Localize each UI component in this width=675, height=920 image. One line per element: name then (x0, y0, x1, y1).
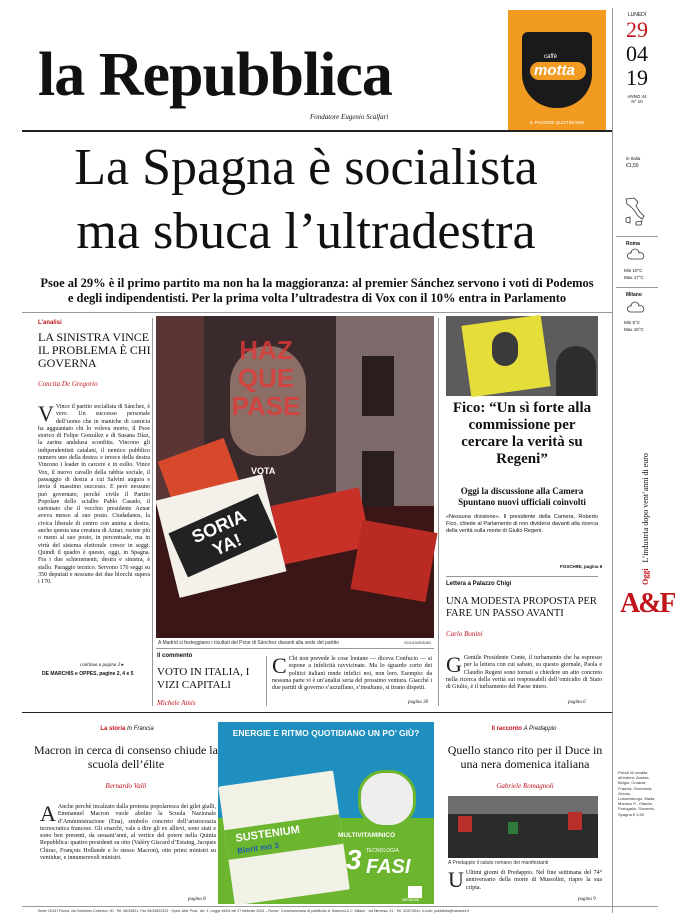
founder-line: Fondatore Eugenio Scalfari (310, 113, 389, 121)
dropcap: A (40, 801, 56, 826)
flag-red (350, 520, 437, 602)
regeni-sub: Oggi la discussione alla Camera Spuntano nuovi ufficiali coinvolti (458, 486, 586, 507)
letter-text-body: Gentile Presidente Conte, il turbamento che ha espresso per la lettera con cui sabato, su questo giornale, Paola e Claudio Regeni sono tornati a chiedere un atto concreto nella ricerca della verità sui responsabili dell’omicidio di Stato di Giulio, è il turbamento del Paese intero. (446, 655, 602, 691)
sustenium-fasi-num: 3 (346, 844, 362, 875)
predappio-text (448, 867, 602, 892)
predappio-photo[interactable] (448, 796, 598, 858)
menarini-name: MENARINI (402, 898, 420, 902)
masthead-title: la Repubblica (38, 41, 392, 109)
sustenium-tech: TECNOLOGIA (366, 848, 399, 854)
francia-title[interactable]: Macron in cerca di consenso chiude la scuola dell’élite (34, 743, 218, 771)
predappio-text-body: Ultimi giorni di Predappio. Nel fine settimana del 74° anniversario della morte di Mussolini, riapre la sua cripta. (465, 870, 602, 891)
side-prices: Prezzi di vendita all’estero: Austria, Belgio, Croazia, Francia, Germania, Grecia, Lussemburgo, Malta, Monaco P., Olanda, Portogallo, Slovenia, Spagna € 3,00 (618, 770, 656, 817)
dropcap: C (272, 653, 287, 678)
predappio-flag (508, 822, 518, 834)
predappio-kicker-a: Il racconto (491, 726, 522, 732)
dropcap: V (38, 401, 54, 426)
predappio-author: Gabriele Romagnoli (496, 782, 554, 790)
francia-text-body: Anche perché incalzato dalla protesta popolaresca dei gilet gialli, Emmanuel Macron vuole abolire la Scuola Nazionale d’Amministrazione (Ena), simbolo concreto dell’aristocrazia tecnocratica francese. Gli enarchi, vale a dire gli ex allievi, sono stati e sono ben presenti, da sessant’anni, al vertice del potere nella Quinta Repubblica: quattro presidenti su otto (Valéry Giscard d’Estaing, Jacques Chirac, François Hollande e lo stesso Macron), otto primi ministri su ventidue, e innumerevoli ministri. (40, 804, 216, 862)
predappio-kicker (444, 726, 604, 732)
regeni-person (556, 346, 596, 396)
date-anno: ANNO 44 (627, 94, 647, 99)
weather-milano-label: Milano (626, 292, 642, 298)
poster-vota: VOTA (251, 466, 276, 476)
side-vertical-title: L’industria dopo vent’anni di euro (641, 453, 650, 563)
commento-text-body: Chi non prevede le cose lontane — diceva Confucio — si espone a infelicità ravvicinate. Ma lo sguardo corto dei politici italiani rende infelici noi, non loro. Esempio: da nessuna parte vi è un’analisi seria del prossimo ventura. Giacché i due partiti di governo s’azzuffano, s’insultano, si tirano dispetti. (272, 656, 432, 692)
motta-tagline: IL PIACERE QUOTIDIANO (529, 120, 585, 125)
commento-more[interactable]: pagina 30 (408, 700, 429, 705)
weather-milano-min: Min 5°C (624, 320, 641, 325)
commento-text (272, 653, 432, 692)
poster-text: HAZ QUE PASE (231, 335, 301, 421)
left-title[interactable]: LA SINISTRA VINCE IL PROBLEMA È CHI GOVERNA (38, 330, 151, 370)
price-label: in Italia (626, 156, 641, 161)
letter-kicker: Lettera a Palazzo Chigi (446, 581, 512, 587)
predappio-title[interactable]: Quello stanco rito per il Duce in una nera domenica italiana (447, 743, 603, 771)
regeni-more[interactable]: FOSCHINI, pagina 6 (560, 564, 603, 569)
predappio-flag (568, 812, 582, 830)
photo-caption: A Madrid si festeggiano i risultati del Psoe di Sánchez davanti alla sede del partito (158, 640, 339, 646)
side-vertical-text (641, 335, 650, 585)
sustenium-ad[interactable] (218, 722, 434, 904)
headline-line2: ma sbuca l’ultradestra (76, 203, 536, 260)
date-numero: N° 10 (631, 99, 643, 104)
sustenium-multi: MULTIVITAMINICO (338, 832, 396, 839)
sustenium-tablet (358, 770, 416, 828)
regeni-face (492, 332, 518, 366)
asf-logo: A&F (620, 588, 675, 619)
francia-kicker-b: In Francia (127, 726, 154, 732)
cloud-icon (626, 250, 646, 260)
weather-roma-label: Roma (626, 241, 640, 247)
flag-soria-text: SORIA YA! (168, 494, 277, 578)
sustenium-fasi: FASI (366, 856, 411, 878)
left-text-body: Vince il partito socialista di Sánchez, è vero. Un successo personale dell’uomo che in maniche di camicia ha agguantato chi lo voleva morto, il Psoe storico di Felipe González e di Susana Díaz, la zarina andalusa sconfitta. Vincono gli indipendentisti catalani, il nemico pubblico numero uno della destra: e invece della destra Vincono i leader in carcere e in esilio. Vince Vox, il nuovo cavallo della rabbia sociale, il passaggio di destra a cui Salvini augura e invia il massimo successo. E però nessuno può governare, perché civile il Partito Popolare dello scialbo Pablo Casado, il cartonato che il vecchio presidente Aznar aveva messo al suo posto. Ciudadanos, la civica liberale di centro con anima a destra, anche questa una creatura di Aznar, resiste più o meno al suo posto, in percentuale, ma in virtù del sistema elettorale cresce in seggi. Quindi il quadro è questo, oggi, in Spagna. Fra i due schieramenti, destra e sinistra, è stallo. Paraggio tecnico. Servono 176 seggi su 350 deputati e nessuno dei due blocchi supera i 170. (38, 404, 150, 586)
left-text (38, 401, 150, 660)
date-month: 04 (626, 41, 648, 66)
headline-sub2: e degli indipendentisti. Per la prima volta l’ultradestra di Vox con il 10% entra in Parlamento (67, 291, 567, 305)
letter-more[interactable]: pagina 6 (568, 700, 586, 705)
main-photo[interactable] (156, 316, 434, 638)
weather-roma-min: Min 10°C (624, 268, 643, 273)
regeni-photo[interactable] (446, 316, 598, 396)
price: €1,50 (626, 163, 639, 169)
francia-kicker-a: La storia (100, 726, 126, 732)
weather-milano-max: Max 15°C (624, 327, 644, 332)
letter-text (446, 652, 602, 691)
francia-kicker (42, 726, 212, 732)
left-kicker: L’analisi (38, 320, 62, 326)
menarini-logo (408, 886, 422, 898)
date-day: 29 (626, 17, 648, 42)
francia-more[interactable]: pagina 8 (188, 897, 206, 902)
left-more[interactable]: DE MARCHIS e OPPES, pagine 2, 4 e 5 (42, 671, 134, 677)
commento-kicker: Il commento (157, 653, 193, 659)
footer-text: Sede: 00147 Roma, via Cristoforo Colombo, 90 · Tel. 06/49821, Fax 06/49822923 · Sped. Abb. Post., Art. 1, Legge 46/04 del 27 febbraio 2004 – Roma · Concessionaria di pubblicità: A. Manzoni & C. Milano · via Nervesa, 21 · Tel. 02/574941, e-mail: pubblicita@manzoni.it (38, 909, 470, 913)
letter-title[interactable]: UNA MODESTA PROPOSTA PER FARE UN PASSO AVANTI (446, 596, 597, 619)
date-weekday: LUNEDÌ (627, 12, 647, 18)
date-year: 19 (626, 65, 648, 90)
photo-credit: SOLIDARIDAD (404, 640, 432, 645)
left-author: Concita De Gregorio (38, 380, 98, 388)
motta-name: motta (534, 62, 575, 79)
commento-title[interactable]: VOTO IN ITALIA, I VIZI CAPITALI (157, 666, 250, 691)
italy-map-icon (622, 196, 648, 228)
sustenium-box (218, 771, 350, 906)
commento-author: Michele Ainis (157, 699, 196, 707)
sustenium-headline: ENERGIE E RITMO QUOTIDIANO UN PO’ GIÙ? (232, 728, 420, 738)
predappio-caption: A Predappio il saluto romano dei manifestanti (448, 860, 549, 866)
cloud-icon (626, 303, 646, 313)
letter-author: Carlo Bonini (446, 630, 483, 638)
sustenium-product: Biorit mo 3 (236, 840, 280, 856)
regeni-title[interactable]: Fico: “Un sì forte alla commissione per cercare la verità su Regeni” (452, 400, 592, 467)
headline-sub1: Psoe al 29% è il primo partito ma non ha la maggioranza: al premier Sánchez servono i voti di Podemos (40, 276, 594, 290)
predappio-more[interactable]: pagina 9 (578, 897, 596, 902)
francia-text (40, 801, 216, 898)
weather-roma-max: Max 17°C (624, 275, 644, 280)
regeni-text: «Nessuna divisione». Il presidente della Camera, Roberto Fico, chiede al Parlamento di non dividersi davanti alla ricerca della verità sulla morte di Giulio Regeni. (446, 514, 598, 534)
predappio-kicker-b: A Predappio (523, 726, 557, 732)
photo-window (362, 356, 394, 416)
predappio-flag (458, 816, 472, 832)
left-continue[interactable]: continua a pagina 3 ▸ (80, 663, 124, 668)
dropcap: U (448, 867, 464, 892)
date-box (616, 12, 658, 104)
side-oggi: Oggi (641, 568, 650, 585)
photo-window (362, 451, 394, 511)
motta-ad[interactable] (508, 10, 606, 130)
francia-author: Bernardo Valli (105, 782, 147, 790)
motta-brand: caffè (544, 54, 557, 60)
headline-line1: La Spagna è socialista (74, 139, 538, 196)
sustenium-brand: SUSTENIUM (234, 823, 301, 845)
dropcap: G (446, 652, 462, 677)
